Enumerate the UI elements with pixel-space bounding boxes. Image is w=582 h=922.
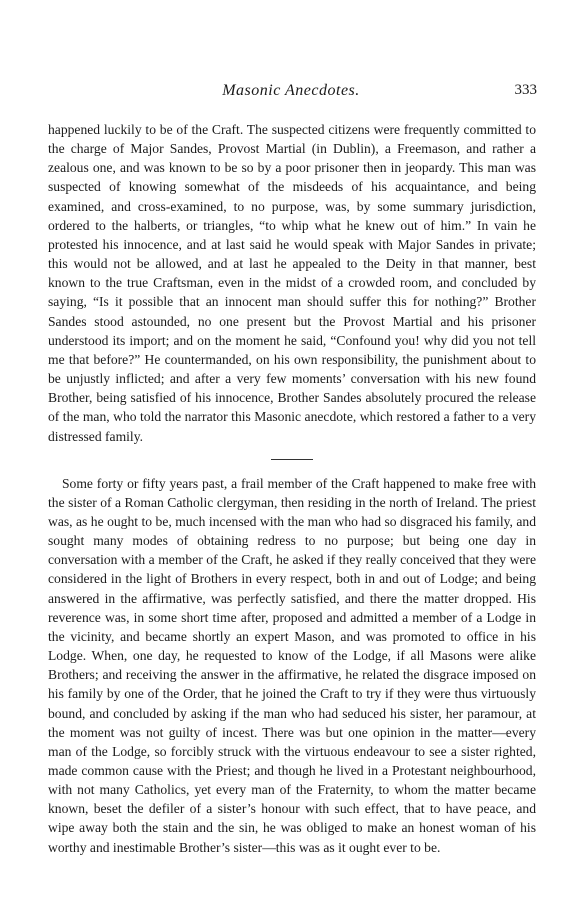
paragraph-sandes-anecdote: happened luckily to be of the Craft. The suspected citizens were frequently committed to the charge of Major Sandes, Provost Martial (in Dublin), a Freemason, and rather a zealous one, and was known to be so by a poor prisoner then in jeopardy. This man was suspected of knowing somewhat of the misdeeds of his acquaintance, and being examined, and cross-examined, to no purpose, was, by some summary jurisdiction, ordered to the halberts, or triangles, “to whip what he knew out of him.” In vain he protested his innocence, and at last said he would speak with Major Sandes in private; this would not be allowed, and at last he appealed to the Deity in that manner, best known to the true Craftsman, even in the midst of a crowded room, and concluded by saying, “Is it possible that an innocent man should suffer this for nothing?” Brother Sandes stood astounded, no one present but the Provost Martial and his prisoner understood its import; and on the moment he said, “Confound you! why did you not tell me that before?” He countermanded, on his own responsibility, the punishment about to be unjustly inflicted; and after a very few moments’ conversation with his new found Brother, being satisfied of his innocence, Brother Sandes absolutely procured the release of the man, who told the narrator this Masonic anecdote, which restored a father to a very distressed family. — [48, 122, 536, 444]
section-divider — [271, 459, 313, 460]
body-text — [48, 120, 536, 857]
running-head — [0, 82, 582, 102]
paragraph-priest-anecdote: Some forty or fifty years past, a frail member of the Craft happened to make free with the sister of a Roman Catholic clergyman, then residing in the north of Ireland. The priest was, as he ought to be, much incensed with the man who had so disgraced his family, and sought many modes of obtaining redress to no purpose; but being one day in conversation with a member of the Craft, he asked if they really conceived that they were considered in the light of Brothers in every respect, both in and out of Lodge; and being answered in the affirmative, was perfectly satisfied, and there the matter dropped. His reverence was, in some short time after, proposed and admitted a member of a Lodge in the vicinity, and became shortly an expert Mason, and was promoted to office in his Lodge. When, one day, he requested to know of the Lodge, if all Masons were alike Brothers; and receiving the answer in the affirmative, he related the disgrace imposed on his family by one of the Order, that he joined the Craft to try if they were thus virtuously bound, and concluded by asking if the man who had seduced his sister, her paramour, at the moment was not guilty of incest. There was but one opinion in the matter—every man of the Lodge, so forcibly struck with the virtuous endeavour to see a sister righted, made common cause with the Priest; and though he lived in a Protestant neighbourhood, with not many Catholics, yet every man of the Fraternity, to whom the matter became known, beset the defiler of a sister’s honour with such effect, that to have peace, and wipe away both the stain and the sin, he was obliged to make an honest woman of his worthy and inestimable Brother’s sister—this was as it ought ever to be. — [48, 475, 536, 855]
running-head-title: Masonic Anecdotes. — [222, 82, 360, 99]
page-number: 333 — [514, 82, 537, 98]
